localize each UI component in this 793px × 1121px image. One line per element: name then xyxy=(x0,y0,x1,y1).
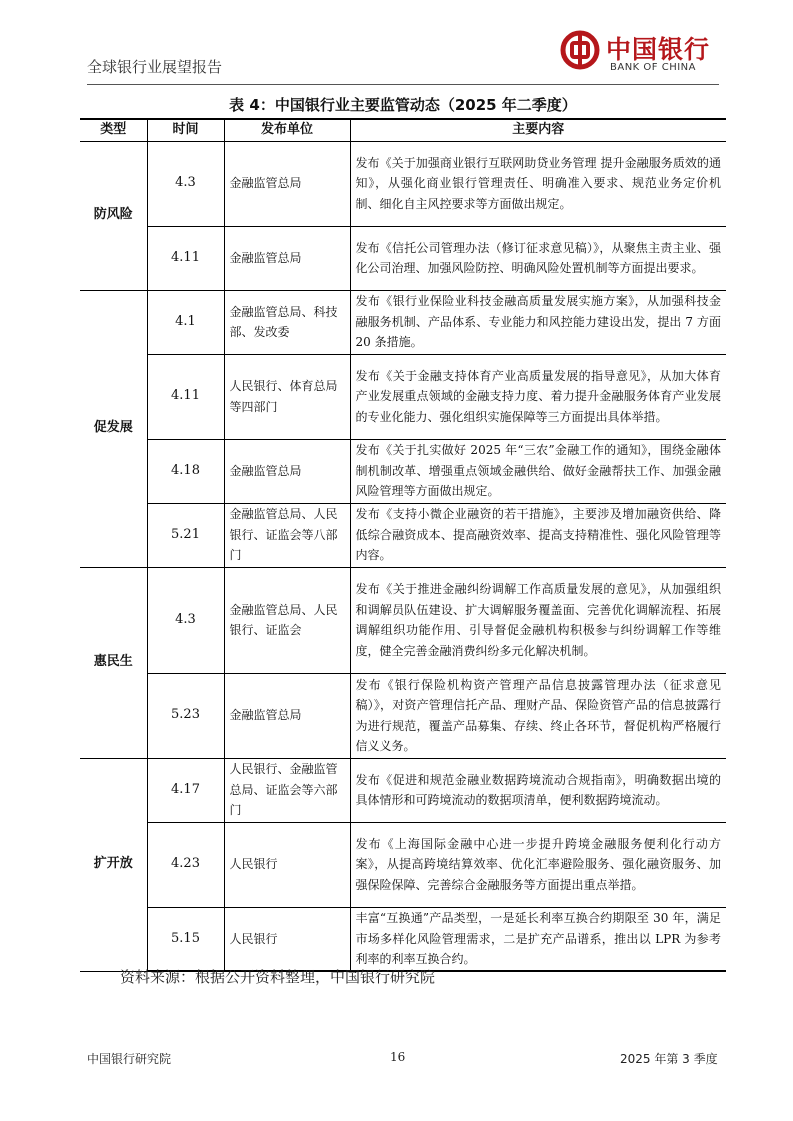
publisher-cell: 金融监管总局 xyxy=(224,439,350,503)
time-cell: 4.17 xyxy=(147,758,224,822)
table-row xyxy=(80,503,726,567)
footer-period: 2025 年第 3 季度 xyxy=(620,1052,718,1066)
table-row xyxy=(80,141,726,226)
content-cell: 发布《信托公司管理办法（修订征求意见稿）》，从聚焦主责主业、强化公司治理、加强风险防控、明确风险处置机制等方面提出要求。 xyxy=(350,226,726,290)
table-row xyxy=(80,567,726,673)
time-cell: 5.15 xyxy=(147,907,224,971)
bank-of-china-logo-icon xyxy=(560,30,600,70)
publisher-cell: 人民银行 xyxy=(224,907,350,971)
time-cell: 4.3 xyxy=(147,567,224,673)
time-cell: 4.1 xyxy=(147,290,224,354)
table-row xyxy=(80,822,726,907)
regulatory-table xyxy=(80,118,726,972)
publisher-cell: 人民银行、体育总局等四部门 xyxy=(224,354,350,439)
content-cell: 发布《银行业保险业科技金融高质量发展实施方案》，从加强科技金融服务机制、产品体系、专业能力和风控能力建设出发，提出 7 方面 20 条措施。 xyxy=(350,290,726,354)
publisher-cell: 人民银行、金融监管总局、证监会等六部门 xyxy=(224,758,350,822)
content-cell: 发布《关于金融支持体育产业高质量发展的指导意见》，从加大体育产业发展重点领域的金融支持力度、着力提升金融服务体育产业发展的专业化能力、强化组织实施保障等三方面提出具体举措。 xyxy=(350,354,726,439)
time-cell: 4.11 xyxy=(147,226,224,290)
content-cell: 发布《支持小微企业融资的若干措施》，主要涉及增加融资供给、降低综合融资成本、提高融资效率、提高支持精准性、强化风险管理等内容。 xyxy=(350,503,726,567)
content-cell: 发布《关于推进金融纠纷调解工作高质量发展的意见》，从加强组织和调解员队伍建设、扩大调解服务覆盖面、完善优化调解流程、拓展调解组织功能作用、引导督促金融机构积极参与纠纷调解工作等维度，健全完善金融消费纠纷多元化解决机制。 xyxy=(350,567,726,673)
table-title: 表 4：中国银行业主要监管动态（2025 年二季度） xyxy=(229,96,577,114)
content-cell: 发布《上海国际金融中心进一步提升跨境金融服务便利化行动方案》，从提高跨境结算效率、优化汇率避险服务、强化融资服务、加强保险保障、完善综合金融服务等方面提出重点举措。 xyxy=(350,822,726,907)
publisher-cell: 金融监管总局、科技部、发改委 xyxy=(224,290,350,354)
category-cell: 惠民生 xyxy=(80,567,147,758)
table-row xyxy=(80,439,726,503)
footer-institute: 中国银行研究院 xyxy=(87,1052,172,1066)
time-cell: 4.3 xyxy=(147,141,224,226)
table-row xyxy=(80,673,726,758)
publisher-cell: 金融监管总局 xyxy=(224,141,350,226)
content-cell: 发布《银行保险机构资产管理产品信息披露管理办法（征求意见稿）》，对资产管理信托产品、理财产品、保险资管产品的信息披露行为进行规范，覆盖产品募集、存续、终止各环节，督促机构严格履行信义义务。 xyxy=(350,673,726,758)
category-cell: 防风险 xyxy=(80,141,147,290)
content-cell: 发布《关于加强商业银行互联网助贷业务管理 提升金融服务质效的通知》，从强化商业银行管理责任、明确准入要求、规范业务定价机制、细化自主风控要求等方面做出规定。 xyxy=(350,141,726,226)
column-header-time: 时间 xyxy=(147,119,224,141)
content-cell: 发布《关于扎实做好 2025 年“三农”金融工作的通知》，围绕金融体制机制改革、增强重点领域金融供给、做好金融帮扶工作、加强金融风险管理等方面做出规定。 xyxy=(350,439,726,503)
logo-chinese-name: 中国银行 xyxy=(606,35,711,64)
column-header-type: 类型 xyxy=(80,119,147,141)
time-cell: 5.21 xyxy=(147,503,224,567)
column-header-content: 主要内容 xyxy=(350,119,726,141)
category-cell: 扩开放 xyxy=(80,758,147,971)
table-row xyxy=(80,290,726,354)
bank-logo xyxy=(560,28,720,82)
time-cell: 4.23 xyxy=(147,822,224,907)
table-header-row xyxy=(80,119,726,141)
publisher-cell: 人民银行 xyxy=(224,822,350,907)
time-cell: 4.11 xyxy=(147,354,224,439)
source-note: 资料来源：根据公开资料整理，中国银行研究院 xyxy=(120,968,436,986)
page-number: 16 xyxy=(390,1050,406,1064)
publisher-cell: 金融监管总局、人民银行、证监会 xyxy=(224,567,350,673)
content-cell: 发布《促进和规范金融业数据跨境流动合规指南》，明确数据出境的具体情形和可跨境流动的数据项清单，便利数据跨境流动。 xyxy=(350,758,726,822)
column-header-publisher: 发布单位 xyxy=(224,119,350,141)
table-row xyxy=(80,226,726,290)
publisher-cell: 金融监管总局 xyxy=(224,226,350,290)
category-cell: 促发展 xyxy=(80,290,147,567)
report-title: 全球银行业展望报告 xyxy=(87,58,223,76)
table-row xyxy=(80,907,726,971)
content-cell: 丰富“互换通”产品类型，一是延长利率互换合约期限至 30 年，满足市场多样化风险管理需求，二是扩充产品谱系，推出以 LPR 为参考利率的利率互换合约。 xyxy=(350,907,726,971)
time-cell: 4.18 xyxy=(147,439,224,503)
publisher-cell: 金融监管总局 xyxy=(224,673,350,758)
time-cell: 5.23 xyxy=(147,673,224,758)
publisher-cell: 金融监管总局、人民银行、证监会等八部门 xyxy=(224,503,350,567)
logo-english-name: BANK OF CHINA xyxy=(610,62,696,73)
table-row xyxy=(80,354,726,439)
header-divider xyxy=(87,84,719,85)
table-row xyxy=(80,758,726,822)
